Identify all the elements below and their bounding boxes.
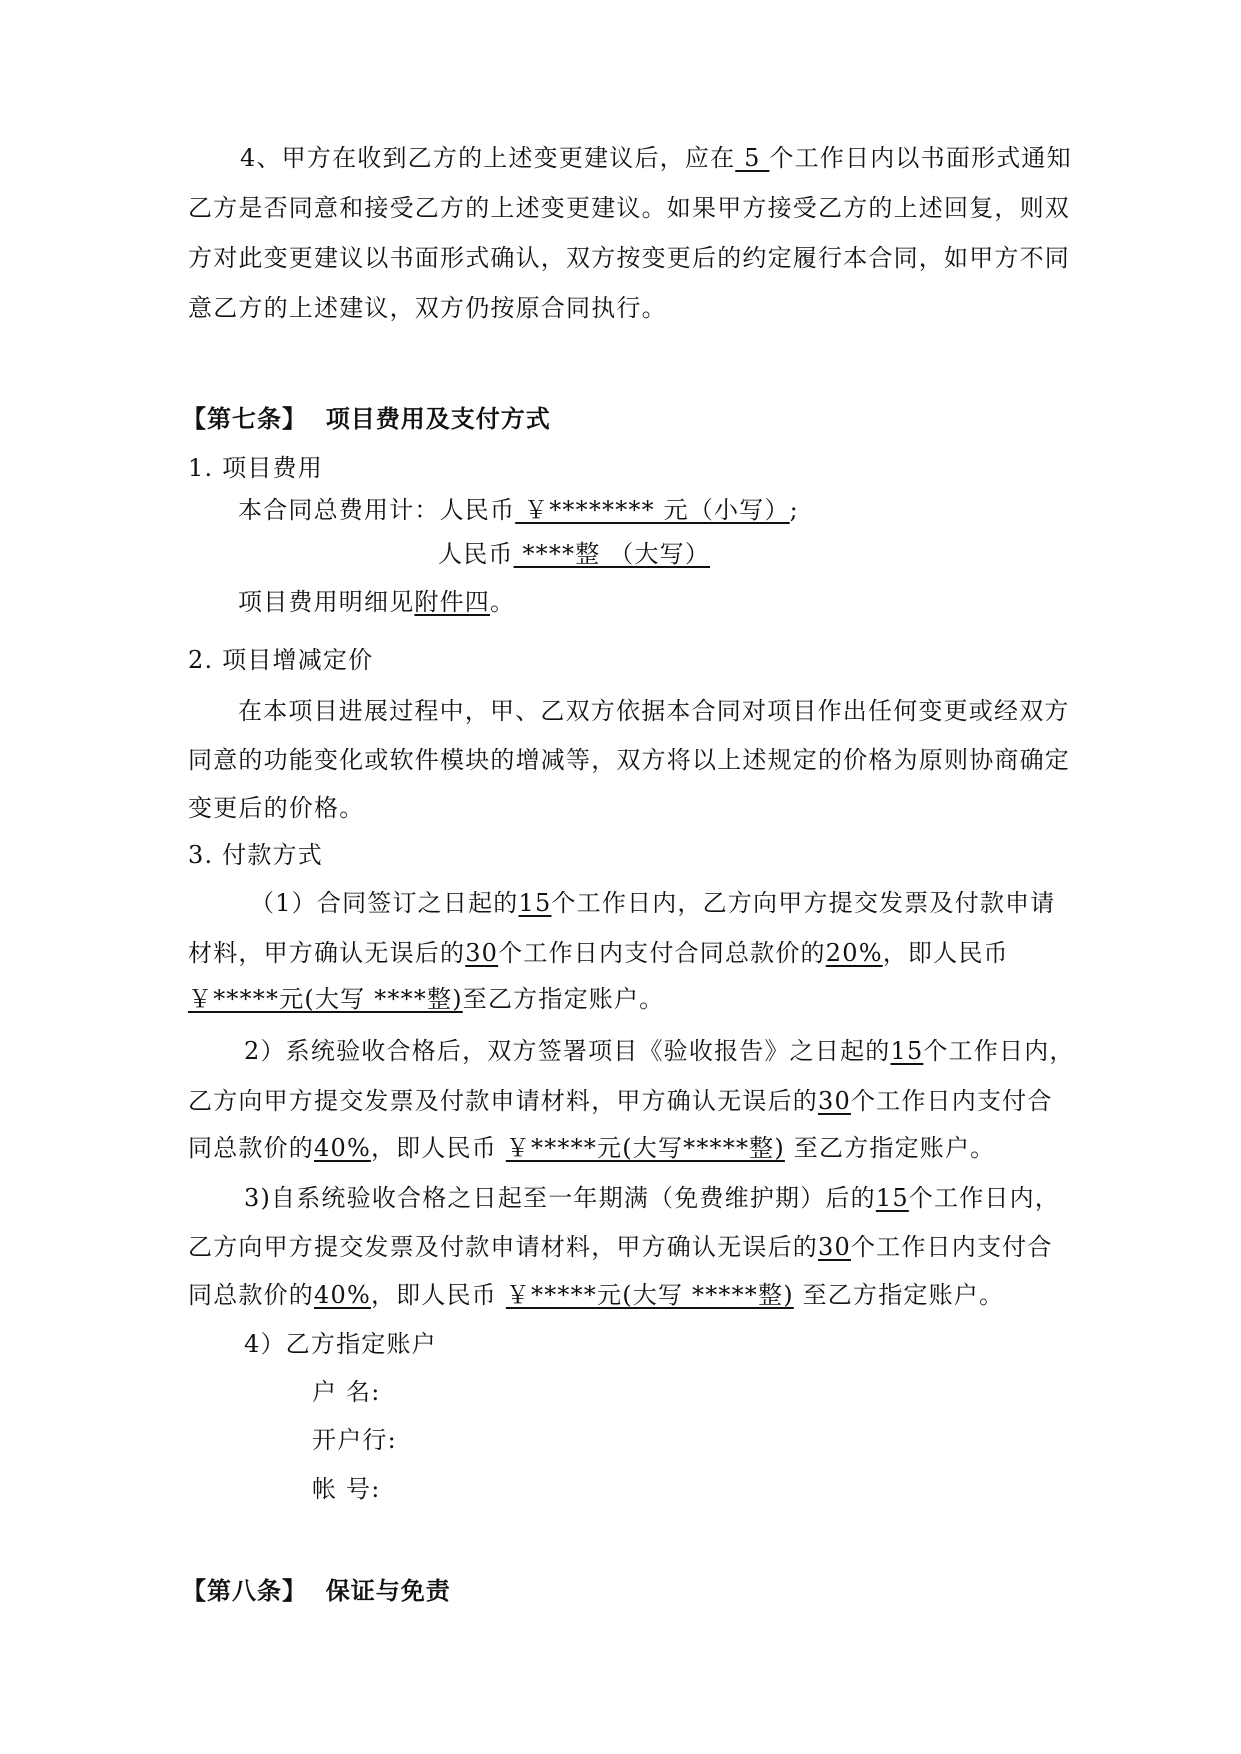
- days-value: 15: [875, 1184, 909, 1212]
- section3-heading: 3. 付款方式: [188, 841, 323, 869]
- article8-heading: [182, 1576, 451, 1606]
- payment1-line2: [188, 938, 1009, 968]
- section1-heading: 1. 项目费用: [188, 454, 323, 482]
- text: 材料，甲方确认无误后的: [188, 939, 466, 967]
- text: ;: [789, 496, 799, 524]
- text: 至乙方指定账户。: [793, 1281, 1005, 1309]
- section2-line2: 同意的功能变化或软件模块的增减等，双方将以上述规定的价格为原则协商确定: [188, 746, 1070, 774]
- percent-value: 20%: [825, 939, 883, 967]
- payment2-line2: [188, 1086, 1053, 1116]
- text: 个工作日内以书面形式通知: [769, 144, 1072, 172]
- text: 乙方向甲方提交发票及付款申请材料，甲方确认无误后的: [188, 1233, 818, 1261]
- payment2-line1: [244, 1036, 1075, 1066]
- text: 乙方向甲方提交发票及付款申请材料，甲方确认无误后的: [188, 1087, 818, 1115]
- para4-line3: 方对此变更建议以书面形式确认，双方按变更后的约定履行本合同，如甲方不同: [188, 244, 1070, 272]
- text: 项目费用明细见: [238, 588, 415, 616]
- amount-value: ￥*****元(大写*****整): [505, 1134, 785, 1162]
- days-value: 15: [518, 889, 552, 917]
- text: 至乙方指定账户。: [462, 985, 665, 1013]
- text: 个工作日内，: [908, 1184, 1060, 1212]
- article-number: 【第七条】: [182, 404, 307, 433]
- text: ，即人民币: [370, 1281, 506, 1309]
- text: （1）合同签订之日起的: [250, 889, 519, 917]
- payment2-line3: [188, 1133, 995, 1163]
- days-value: 30: [818, 1087, 851, 1115]
- total-fee-line: [238, 495, 799, 525]
- payment3-line2: [188, 1232, 1053, 1262]
- article-title: 保证与免责: [325, 1576, 451, 1605]
- article-title: 项目费用及支付方式: [325, 404, 551, 433]
- total-fee-uppercase: ****整 （大写）: [513, 540, 711, 568]
- text: 本合同总费用计：人民币: [238, 496, 516, 524]
- days-value: 15: [890, 1037, 924, 1065]
- account-bank-label: 开户行:: [312, 1426, 397, 1454]
- text: 。: [490, 588, 516, 616]
- payment1-line3: [188, 984, 664, 1014]
- text: 至乙方指定账户。: [784, 1134, 996, 1162]
- days-value: 30: [818, 1233, 851, 1261]
- text: 3)自系统验收合格之日起至一年期满（免费维护期）后的: [244, 1184, 876, 1212]
- text: ，即人民币: [370, 1134, 506, 1162]
- article7-heading: [182, 404, 551, 434]
- para4-line4: 意乙方的上述建议，双方仍按原合同执行。: [188, 294, 667, 322]
- article-number: 【第八条】: [182, 1576, 307, 1605]
- percent-value: 40%: [314, 1281, 371, 1309]
- days-value: 5: [735, 144, 770, 172]
- section2-line3: 变更后的价格。: [188, 794, 365, 822]
- days-value: 30: [465, 939, 499, 967]
- total-fee-uppercase-line: [438, 539, 710, 569]
- text: 个工作日内，乙方向甲方提交发票及付款申请: [551, 889, 1056, 917]
- text: 2）系统验收合格后，双方签署项目《验收报告》之日起的: [244, 1037, 891, 1065]
- text: 个工作日内支付合: [850, 1233, 1053, 1261]
- amount-value: ￥*****元(大写 ****整): [188, 985, 463, 1013]
- section2-heading: 2. 项目增减定价: [188, 646, 374, 674]
- text: 个工作日内支付合同总款价的: [498, 939, 826, 967]
- account-number-label: 帐 号:: [312, 1475, 381, 1503]
- text: 4、甲方在收到乙方的上述变更建议后，应在: [240, 144, 736, 172]
- text: 个工作日内，: [923, 1037, 1075, 1065]
- para4-line2: 乙方是否同意和接受乙方的上述变更建议。如果甲方接受乙方的上述回复，则双: [188, 194, 1070, 222]
- payment4-heading: 4）乙方指定账户: [244, 1330, 437, 1358]
- amount-value: ￥*****元(大写 *****整): [505, 1281, 794, 1309]
- text: 同总款价的: [188, 1134, 314, 1162]
- text: 同总款价的: [188, 1281, 314, 1309]
- payment3-line3: [188, 1280, 1004, 1310]
- fee-detail-line: [238, 587, 515, 617]
- percent-value: 40%: [314, 1134, 371, 1162]
- para4-line1: [240, 143, 1072, 173]
- appendix-ref: 附件四: [414, 588, 491, 616]
- text: ，即人民币: [882, 939, 1009, 967]
- account-name-label: 户 名:: [312, 1378, 381, 1406]
- text: 人民币: [438, 540, 514, 568]
- text: 个工作日内支付合: [850, 1087, 1053, 1115]
- section2-line1: 在本项目进展过程中，甲、乙双方依据本合同对项目作出任何变更或经双方: [238, 697, 1070, 725]
- payment3-line1: [244, 1183, 1060, 1213]
- total-fee-lowercase: ￥******** 元（小写）: [515, 496, 790, 524]
- payment1-line1: [250, 888, 1055, 918]
